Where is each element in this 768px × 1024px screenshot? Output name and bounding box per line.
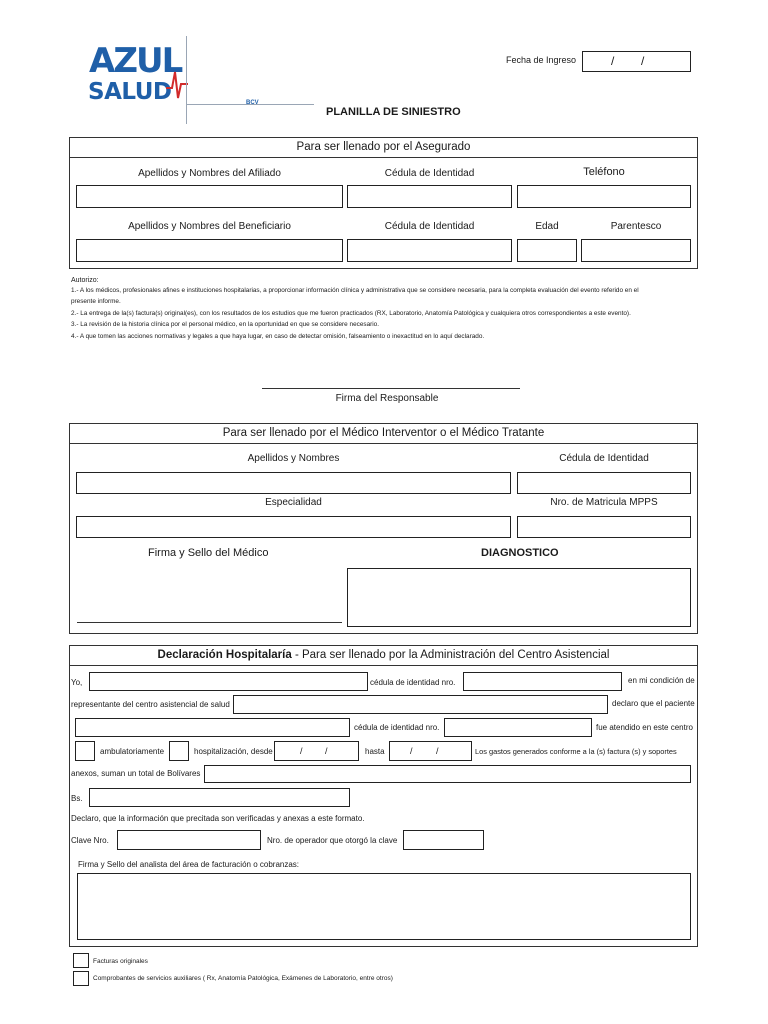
declarante-cedula-field[interactable]: [463, 672, 622, 691]
autorizo-item: 1.- A los médicos, profesionales afines e instituciones hospitalarias, a proporcionar información clínica y administrativa que se considere necesaria, para la completa evaluación del evento referido en el: [71, 287, 639, 294]
ambulatoriamente-checkbox[interactable]: [75, 741, 95, 761]
condicion-label: en mi condición de: [628, 676, 695, 685]
fecha-desde-field[interactable]: [274, 741, 359, 761]
date-separator: /: [300, 746, 303, 756]
date-separator: /: [410, 746, 413, 756]
date-separator: /: [641, 54, 645, 68]
edad-label: Edad: [535, 221, 559, 232]
heartbeat-icon: [166, 66, 188, 102]
clave-label: Clave Nro.: [71, 836, 109, 845]
firma-medico-line[interactable]: [77, 622, 342, 623]
beneficiario-label: Apellidos y Nombres del Beneficiario: [128, 221, 291, 232]
cedula-beneficiario-label: Cédula de Identidad: [384, 221, 475, 232]
anexos-label: anexos, suman un total de Bolívares: [71, 769, 201, 778]
cedula-afiliado-label: Cédula de Identidad: [384, 168, 475, 179]
atendido-label: fue atendido en este centro: [596, 723, 693, 732]
representante-label: representante del centro asistencial de salud: [71, 700, 230, 709]
medico-section-title: Para ser llenado por el Médico Interventor o el Médico Tratante: [70, 424, 697, 444]
cedula-beneficiario-field[interactable]: [347, 239, 512, 262]
especialidad-label: Especialidad: [265, 497, 322, 508]
beneficiario-field[interactable]: [76, 239, 343, 262]
yo-label: Yo,: [71, 678, 83, 687]
centro-asistencial-field[interactable]: [233, 695, 608, 714]
cedula-nro-label: cédula de identidad nro.: [370, 678, 456, 687]
autorizo-heading: Autorizo:: [71, 277, 99, 284]
hasta-label: hasta: [365, 747, 385, 756]
diagnostico-label: DIAGNOSTICO: [481, 547, 559, 559]
date-separator: /: [611, 54, 615, 68]
afiliado-field[interactable]: [76, 185, 343, 208]
firma-responsable-line[interactable]: [262, 388, 520, 389]
autorizo-item: 3.- La revisión de la historia clínica por el personal médico, en la oportunidad en que se considere necesario.: [71, 321, 379, 328]
autorizo-item: presente informe.: [71, 298, 121, 305]
afiliado-label: Apellidos y Nombres del Afiliado: [138, 168, 281, 179]
fecha-hasta-field[interactable]: [389, 741, 472, 761]
paciente-name-field[interactable]: [75, 718, 350, 737]
especialidad-field[interactable]: [76, 516, 511, 538]
cedula-afiliado-field[interactable]: [347, 185, 512, 208]
autorizo-item: 4.- A que tomen las acciones normativas y legales a que haya lugar, en caso de detectar omisión, falseamiento o inexactitud en lo aquí declarado.: [71, 333, 485, 340]
firma-analista-field[interactable]: [77, 873, 691, 940]
total-bolivares-field[interactable]: [204, 765, 691, 783]
hospitalizacion-checkbox[interactable]: [169, 741, 189, 761]
operador-label: Nro. de operador que otorgó la clave: [267, 836, 398, 845]
facturas-checkbox[interactable]: [73, 953, 89, 968]
logo-vertical-rule: [186, 36, 187, 124]
comprobantes-checkbox[interactable]: [73, 971, 89, 986]
hospital-title-rest: - Para ser llenado por la Administración del Centro Asistencial: [291, 649, 610, 661]
telefono-field[interactable]: [517, 185, 691, 208]
medico-cedula-field[interactable]: [517, 472, 691, 494]
paciente-cedula-field[interactable]: [444, 718, 592, 737]
declarante-name-field[interactable]: [89, 672, 368, 691]
hospitalizacion-label: hospitalización, desde: [194, 747, 273, 756]
firma-medico-label: Firma y Sello del Médico: [148, 547, 269, 559]
gastos-label: Los gastos generados conforme a la (s) factura (s) y soportes: [475, 747, 677, 756]
firma-responsable-label: Firma del Responsable: [335, 393, 439, 404]
date-separator: /: [436, 746, 439, 756]
firma-analista-label: Firma y Sello del analista del área de facturación o cobranzas:: [78, 860, 300, 869]
logo-tag: BCV: [246, 100, 259, 106]
parentesco-label: Parentesco: [610, 221, 662, 232]
bs-label: Bs.: [71, 794, 83, 803]
medico-cedula-label: Cédula de Identidad: [559, 453, 649, 464]
hospital-title-bold: Declaración Hospitalaría: [157, 649, 292, 661]
parentesco-field[interactable]: [581, 239, 691, 262]
medico-nombres-label: Apellidos y Nombres: [247, 453, 340, 464]
fecha-ingreso-label: Fecha de Ingreso: [506, 55, 577, 65]
medico-nombres-field[interactable]: [76, 472, 511, 494]
comprobantes-label: Comprobantes de servicios auxiliares ( Rx, Anatomía Patológica, Exámenes de Laboratorio, entre otros): [93, 975, 393, 982]
declaro-info-label: Declaro, que la información que precitada son verificadas y anexas a este formato.: [71, 814, 365, 823]
bs-amount-field[interactable]: [89, 788, 350, 807]
fecha-ingreso-field[interactable]: [582, 51, 691, 72]
facturas-label: Facturas originales: [93, 958, 148, 965]
autorizo-item: 2.- La entrega de la(s) factura(s) original(es), con los resultados de los estudios que me fueron practicados (RX, Laboratorio, Anatomía Patológica y cualquiera otros correspondientes a este evento).: [71, 310, 631, 317]
ambulatoriamente-label: ambulatoriamente: [100, 747, 165, 756]
matricula-field[interactable]: [517, 516, 691, 538]
cedula-nro-label: cédula de identidad nro.: [354, 723, 440, 732]
logo-text-azul: AZUL: [89, 41, 182, 81]
date-separator: /: [325, 746, 328, 756]
operador-field[interactable]: [403, 830, 484, 850]
diagnostico-field[interactable]: [347, 568, 691, 627]
matricula-label: Nro. de Matricula MPPS: [550, 497, 658, 508]
edad-field[interactable]: [517, 239, 577, 262]
logo-text-salud: SALUD: [88, 79, 172, 105]
page-title: PLANILLA DE SINIESTRO: [326, 106, 461, 118]
clave-field[interactable]: [117, 830, 261, 850]
hospital-section-title: [70, 646, 697, 666]
declaro-label: declaro que el paciente: [612, 699, 695, 708]
asegurado-section-title: Para ser llenado por el Asegurado: [70, 138, 697, 158]
telefono-label: Teléfono: [583, 166, 625, 178]
